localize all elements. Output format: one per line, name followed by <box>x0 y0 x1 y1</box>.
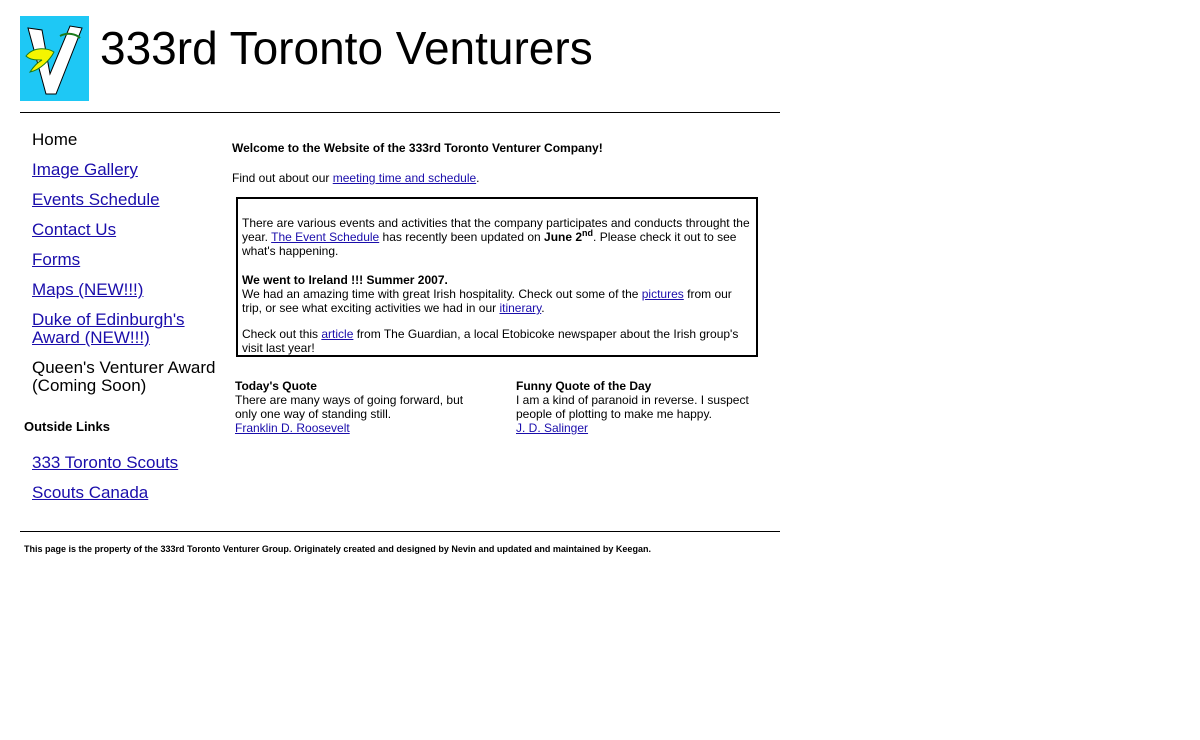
news-events-paragraph <box>242 216 752 258</box>
ireland-heading: We went to Ireland !!! Summer 2007. <box>242 273 448 287</box>
news-article-paragraph <box>242 327 752 355</box>
meeting-info-prefix: Find out about our <box>232 171 333 185</box>
meeting-info-line <box>232 171 480 185</box>
welcome-heading: Welcome to the Website of the 333rd Toronto Venturer Company! <box>232 141 603 155</box>
outside-link-scouts-canada[interactable]: Scouts Canada <box>32 483 149 502</box>
venturer-v-logo-icon <box>20 16 89 101</box>
meeting-info-suffix: . <box>476 171 480 185</box>
update-date-suffix: nd <box>582 228 594 238</box>
todays-quote-text: There are many ways of going forward, but only one way of standing still. <box>235 393 464 421</box>
ireland-text: We had an amazing time with great Irish hospitality. Check out some of the <box>242 287 642 301</box>
news-events-text: There are various events and activities that the company participates and conducts throught the year. <box>242 216 750 244</box>
todays-quote-title: Today's Quote <box>235 379 317 393</box>
ireland-text-end: . <box>541 301 545 315</box>
update-date <box>544 230 593 244</box>
article-link[interactable]: article <box>321 327 354 341</box>
funny-quote <box>516 379 756 435</box>
outside-links-heading: Outside Links <box>24 419 110 434</box>
pictures-link[interactable]: pictures <box>641 287 684 301</box>
outside-link-333-toronto-scouts[interactable]: 333 Toronto Scouts <box>32 453 179 472</box>
funny-quote-text: I am a kind of paranoid in reverse. I suspect people of plotting to make me happy. <box>516 393 749 421</box>
todays-quote-author-link[interactable]: Franklin D. Roosevelt <box>235 421 350 435</box>
funny-quote-author-link[interactable]: J. D. Salinger <box>516 421 589 435</box>
news-box <box>236 197 758 357</box>
itinerary-link[interactable]: itinerary <box>499 301 542 315</box>
outside-links-nav <box>32 454 222 514</box>
article-text: Check out this <box>242 327 322 341</box>
nav-item-home: Home <box>32 130 78 149</box>
nav-item-forms[interactable]: Forms <box>32 250 81 269</box>
nav-item-events-schedule[interactable]: Events Schedule <box>32 190 160 209</box>
event-schedule-link[interactable]: The Event Schedule <box>271 230 380 244</box>
nav-item-duke-of-edinburgh[interactable]: Duke of Edinburgh's Award (NEW!!!) <box>32 310 185 347</box>
footer-text: This page is the property of the 333rd Toronto Venturer Group. Originately created and designed by Nevin and updated and maintained by Keegan. <box>24 544 651 554</box>
header <box>20 16 780 102</box>
nav-item-maps[interactable]: Maps (NEW!!!) <box>32 280 144 299</box>
ireland-text-mid: from our trip, or see what exciting activities we had in our <box>242 287 732 315</box>
news-events-text-end: . Please check it out to see what's happening. <box>242 230 737 258</box>
news-events-text-mid: has recently been updated on <box>379 230 545 244</box>
news-ireland-paragraph <box>242 273 752 315</box>
header-divider <box>20 112 780 113</box>
nav-item-queens-venturer-award: Queen's Venturer Award (Coming Soon) <box>32 358 216 395</box>
meeting-schedule-link[interactable]: meeting time and schedule <box>332 171 477 185</box>
article-text-end: from The Guardian, a local Etobicoke newspaper about the Irish group's visit last year! <box>242 327 739 355</box>
footer-divider <box>20 531 780 532</box>
funny-quote-title: Funny Quote of the Day <box>516 379 652 393</box>
update-date-text: June 2 <box>544 230 583 244</box>
todays-quote <box>235 379 475 435</box>
nav-item-contact-us[interactable]: Contact Us <box>32 220 117 239</box>
site-title: 333rd Toronto Venturers <box>100 22 593 74</box>
sidebar-nav <box>32 131 222 407</box>
nav-item-image-gallery[interactable]: Image Gallery <box>32 160 138 179</box>
